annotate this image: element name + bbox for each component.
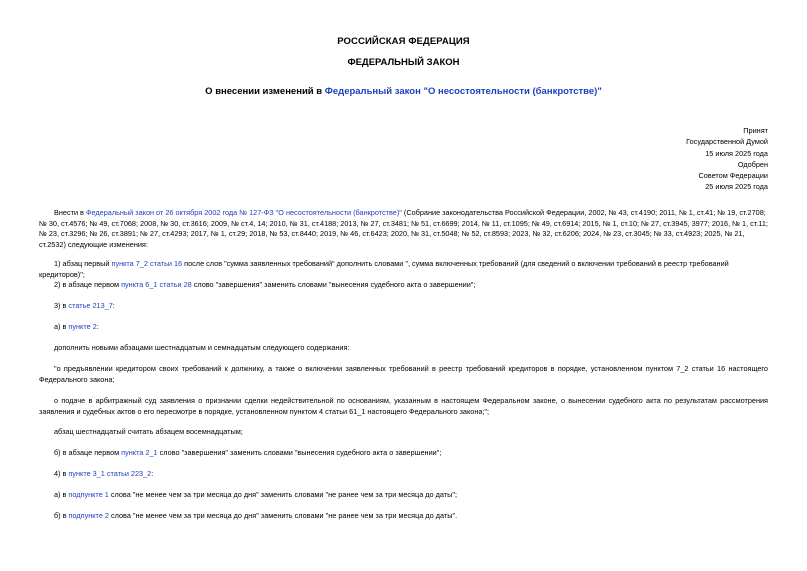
item-1-link[interactable]: пункта 7_2 статьи 16 <box>111 259 183 268</box>
item-2-link[interactable]: пункта 6_1 статьи 28 <box>121 280 192 289</box>
item-4b-pre: б) в <box>54 511 69 520</box>
adoption-line: Принят <box>743 126 768 135</box>
item-4b-post: слова "не менее чем за три месяца до дня" заменить словами "не ранее чем за три месяца до даты". <box>108 511 458 520</box>
item-4 <box>39 469 768 480</box>
item-4-link[interactable]: пункте 3_1 статьи 223_2 <box>68 469 152 478</box>
adoption-line: 15 июля 2025 года <box>705 148 768 158</box>
item-3a-pre: а) в <box>54 322 69 331</box>
item-3b-link[interactable]: пункта 2_1 <box>121 448 158 457</box>
adoption-line: 25 июля 2025 года <box>705 182 768 192</box>
law-title-link[interactable]: Федеральный закон "О несостоятельности (банкротстве)" <box>324 86 602 97</box>
item-4-pre: 4) в <box>54 469 69 478</box>
item-4b-link[interactable]: подпункте 2 <box>68 511 109 520</box>
law-title <box>0 86 807 97</box>
intro-pre: Внести в <box>54 208 86 217</box>
adoption-line: Одобрен <box>737 159 768 169</box>
item-1-pre: 1) абзац первый <box>54 259 112 268</box>
law-title-prefix: О внесении изменений в <box>205 86 325 97</box>
adoption-block <box>686 125 768 193</box>
item-3a-link[interactable]: пункте 2 <box>68 322 97 331</box>
item-4a <box>39 490 768 501</box>
add-paragraphs-note: дополнить новыми абзацами шестнадцатым и семнадцатым следующего содержания: <box>54 343 350 352</box>
item-4b <box>39 511 768 522</box>
country-heading: РОССИЙСКАЯ ФЕДЕРАЦИЯ <box>337 36 470 47</box>
new-paragraph-17: о подаче в арбитражный суд заявления о признании сделки недействительной по основаниям, указанным в настоящем Федеральном законе, о вынесении судебного акта по результатам рассмотрения заявления и судебных актов о его пересмотре в порядке, установленном пунктом 4 статьи 61_1 настоящего Федерального закона;"; <box>39 396 768 416</box>
item-2-pre: 2) в абзаце первом <box>54 280 122 289</box>
adoption-line: Государственной Думой <box>686 137 768 147</box>
item-3 <box>39 301 768 312</box>
intro-text: (Собрание законодательства Российской Федерации, 2002, № 43, ст.4190; 2011, № 1, ст.41; № 19, ст.2708; № 30, ст.4576; № 49, ст.7068; 2008, № 30, ст.3616; 2009, № ст.4, 14; 2010, № 31, ст.4188; 2013, № 27, ст.3481; № 51, ст.6699; 2014, № 11, ст.1095; № 49, ст.6914; 2015, № 1, ст.10; № 27, ст.3945, 3977; 2016, № 1, ст.11; № 23, ст.3296; № 26, ст.3891; № 27, ст.4293; 2017, № 1, ст.29; 2018, № 53, ст.8440; 2019, № 46, ст.6423; 2020, № 31, ст.5048; № 52, ст.8593; 2023, № 32, ст.6206; 2024, № 23, ст.3045; № 33, ст.4923; 2025, № 21, ст.2532) следующие изменения: <box>39 208 768 250</box>
item-3a-post: : <box>96 322 99 331</box>
renumber-note: абзац шестнадцатый считать абзацем восемнадцатым; <box>54 427 243 436</box>
intro-law-link[interactable]: Федеральный закон от 26 октября 2002 года № 127-ФЗ "О несостоятельности (банкротстве)" <box>85 208 402 217</box>
law-type-heading: ФЕДЕРАЛЬНЫЙ ЗАКОН <box>347 57 460 68</box>
item-2 <box>39 280 768 291</box>
item-4-post: : <box>151 469 154 478</box>
new-paragraph-16: "о предъявлении кредитором своих требований к должнику, а также о включении заявленных требований в реестр требований кредиторов в порядке, установленном пунктом 7_2 статьи 16 настоящего Федерального закона; <box>39 364 768 384</box>
item-4a-link[interactable]: подпункте 1 <box>68 490 109 499</box>
item-4a-pre: а) в <box>54 490 69 499</box>
item-3-pre: 3) в <box>54 301 69 310</box>
item-3a <box>39 322 768 333</box>
item-2-post: слово "завершения" заменить словами "вынесения судебного акта о завершении"; <box>191 280 476 289</box>
item-3b-post: слово "завершения" заменить словами "вынесения судебного акта о завершении"; <box>157 448 442 457</box>
intro-paragraph <box>39 208 768 251</box>
item-3b <box>39 448 768 459</box>
item-1 <box>39 259 768 280</box>
item-4a-post: слова "не менее чем за три месяца до дня" заменить словами "не ранее чем за три месяца до даты"; <box>108 490 457 499</box>
item-3b-pre: б) в абзаце первом <box>54 448 122 457</box>
item-1-post: после слов "сумма заявленных требований" дополнить словами ", сумма включенных требований (для сведений о включении требований в реестр требований кредиторов)"; <box>39 259 729 279</box>
item-3-link[interactable]: статье 213_7 <box>68 301 113 310</box>
adoption-line: Советом Федерации <box>698 171 768 181</box>
item-3-post: : <box>112 301 115 310</box>
